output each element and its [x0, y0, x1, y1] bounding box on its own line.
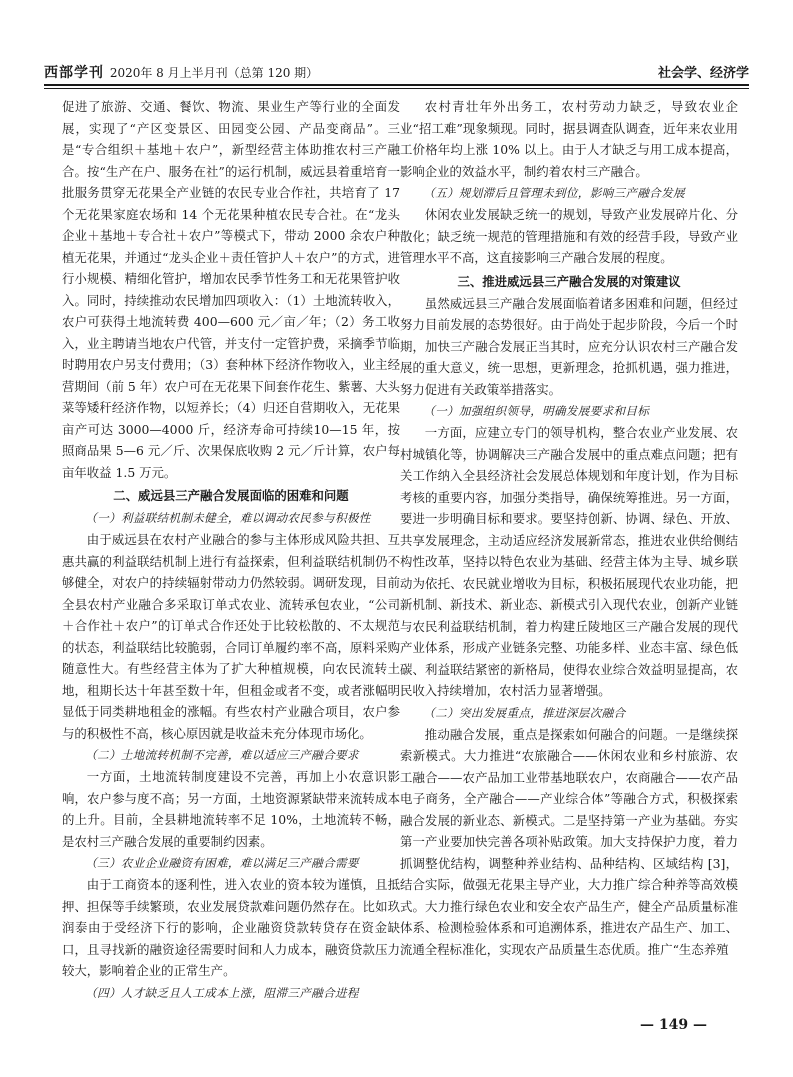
section-heading: 三、推进威远县三产融合发展的对策建议	[457, 273, 681, 289]
page-number: — 149 —	[640, 1017, 707, 1033]
subsection-heading: （二）土地流转机制不完善，难以适应三产融合要求	[85, 748, 359, 762]
header-rule-thin	[44, 88, 749, 89]
paragraph: 促进了旅游、交通、餐饮、物流、果业生产等行业的全面发展，实现了“产区变景区、田园变公园、产品变商品”。三是“专合组织＋基地＋农户”，新型经营主体助推农村三产融合。按“生产在户、服务在社”的运行机制，威远县着重培育一批服务贯穿无花果全产业链的农民专业合作社，共培育了 17 个无花果家庭农场和 14 个无花果种植农民专合社。在“龙头企业＋基地＋专合社＋农户”等模式下，带动 2000 余农户种植无花果，并通过“龙头企业＋责任管护人＋农户”的方式，进行小规模、精细化管护，增加农民季节性务工和无花果管护收入。同时，持续推动农民增加四项收入：（1）土地流转收入，农户可获得土地流转费 400—600 元／亩／年；（2）务工收入，业主聘请当地农户代管，并支付一定管护费，采摘季节临时聘用农户另支付费用；（3）套种林下经济作物收入，业主经营期间（前 5 年）农户可在无花果下间套作花生、紫薯、大头菜等矮秆经济作物，以短养长；（4）归还自营期收入，无花果亩产可达 3000—4000 斤，经济寿命可持续10—15 年，按照商品果 5—6 元／斤、次果保底收购 2 元／斤计算，农户每亩年收益 1.5 万元。	[62, 99, 400, 480]
subsection-heading: （一）利益联结机制未健全，难以调动农民参与积极性	[85, 511, 371, 525]
section-heading: 二、威远县三产融合发展面临的困难和问题	[113, 488, 349, 503]
header-rule	[44, 84, 749, 86]
subsection-heading: （四）人才缺乏且人工成本上涨，阻滞三产融合进程	[85, 985, 359, 1000]
paragraph: 一方面，土地流转制度建设不完善，再加上小农意识影响，农户参与度不高；另一方面，土地资源紧缺带来流转成本的上升。目前，全县耕地流转率不足 10%，土地流转不畅，是农村三产融合发展的重要制约因素。	[62, 769, 400, 849]
paragraph: 农村青壮年外出务工，农村劳动力缺乏，导致农业企业“招工难”现象频现。同时，据县调查队调查，近年来农业用工价格年均上涨 10% 以上。由于人才缺乏与用工成本提高，影响企业的效益水平，制约着农村三产融合。	[400, 99, 738, 179]
journal-info	[44, 62, 318, 82]
left-column	[62, 96, 400, 1004]
paragraph: 一方面，应建立专门的领导机构，整合农业产业发展、农村城镇化等，协调解决三产融合发展中的重点难点问题；把有关工作纳入全县经济社会发展总体规划和年度计划，作为目标考核的重要内容，加强分类指导，确保统筹推进。另一方面，要进一步明确目标和要求。要坚持创新、协调、绿色、开放、共享发展理念，主动适应经济发展新常态，推进农业供给侧结构性改革，坚持以特色农业为基础、经营主体为主导、城乡联动为依托、农民就业增收为目标，积极拓展现代农业功能，把新机制、新技术、新业态、新模式引入现代农业，创新产业链与农民利益联结机制，着力构建丘陵地区三产融合发展的现代产业体系，形成产业链条完整、功能多样、业态丰富、绿色低碳、利益联结紧密的新格局，使得农业综合效益明显提高，农民收入持续增加，农村活力显著增强。	[400, 425, 738, 698]
issue-info: 2020年 8 月上半月刊（总第 120 期）	[109, 66, 319, 80]
paragraph: 推动融合发展，重点是探索如何融合的问题。一是继续探索新模式。大力推进“农旅融合——休闲农业和乡村旅游、农工融合——农产品加工业带基地联农户，农商融合——农产品电子商务，全产融合——产业综合体”等融合方式，积极探索融合发展的新业态、新模式。二是坚持第一产业为基础。夯实第一产业要加快完善各项补贴政策。加大支持保护力度，着力抓调整优结构，调整种养业结构、品种结构、区域结构 [3]，结合实际，做强无花果主导产业，大力推广综合种养等高效模式。大力推行绿色农业和安全农产品生产，健全产品质量标准体系、检测检验体系和可追溯体系，推进农产品生产、加工、流通全程标准化，实现农产品质量生态优质。推广“生态养殖	[400, 726, 738, 957]
section-title: 社会学、经济学	[657, 66, 749, 81]
subsection-heading: （五）规划滞后且管理未到位，影响三产融合发展	[423, 186, 685, 200]
subsection-heading: （二）突出发展重点，推进深层次融合	[423, 705, 626, 720]
paragraph: 休闲农业发展缺乏统一的规划，导致产业发展碎片化、分散化；缺乏统一规范的管理措施和有效的经营手段，导致产业管理水平不高，这直接影响三产融合发展的程度。	[400, 207, 738, 265]
page-header	[44, 58, 749, 84]
right-column	[400, 96, 738, 960]
paragraph: 由于工商资本的逐利性，进入农业的资本较为谨慎，且抵押、担保等手续繁琐，农业发展贷款难问题仍然存在。比如玖润泰由于受经济下行的影响，企业融资贷款转贷存在资金缺口，且寻找新的融资途径需要时间和人力成本，融资贷款压力较大，影响着企业的正常生产。	[62, 877, 400, 978]
subsection-heading: （三）农业企业融资有困难，难以满足三产融合需要	[85, 856, 359, 870]
journal-name: 西部学刊	[44, 65, 104, 81]
paragraph: 由于威远县在农村产业融合的参与主体形成风险共担、互惠共赢的利益联结机制上进行有益探索，但利益联结机制仍不够健全，对农户的持续辐射带动力仍然较弱。调研发现，目前全县农村产业融合多采取订单式农业、流转承包农业，“公司＋合作社＋农户”的订单式合作还处于比较松散的、不太规范的状态，利益联结比较脆弱，合同订单履约率不高，原料采购随意性大。有些经营主体为了扩大种植规模，向农民流转土地，租期长达十年甚至数十年，但租金或者不变，或者涨幅明显低于同类耕地租金的涨幅。有些农村产业融合项目，农户参与的积极性不高，核心原因就是收益未充分体现市场化。	[62, 532, 400, 741]
paragraph: 虽然威远县三产融合发展面临着诸多困难和问题，但经过努力目前发展的态势很好。由于尚处于起步阶段，今后一个时期，加快三产融合发展正当其时，应充分认识农村三产融合发展的重大意义，统一思想，更新理念，抢抓机遇，强力推进，努力促进有关政策举措落实。	[400, 295, 738, 397]
subsection-heading: （一）加强组织领导，明确发展要求和目标	[423, 404, 650, 418]
